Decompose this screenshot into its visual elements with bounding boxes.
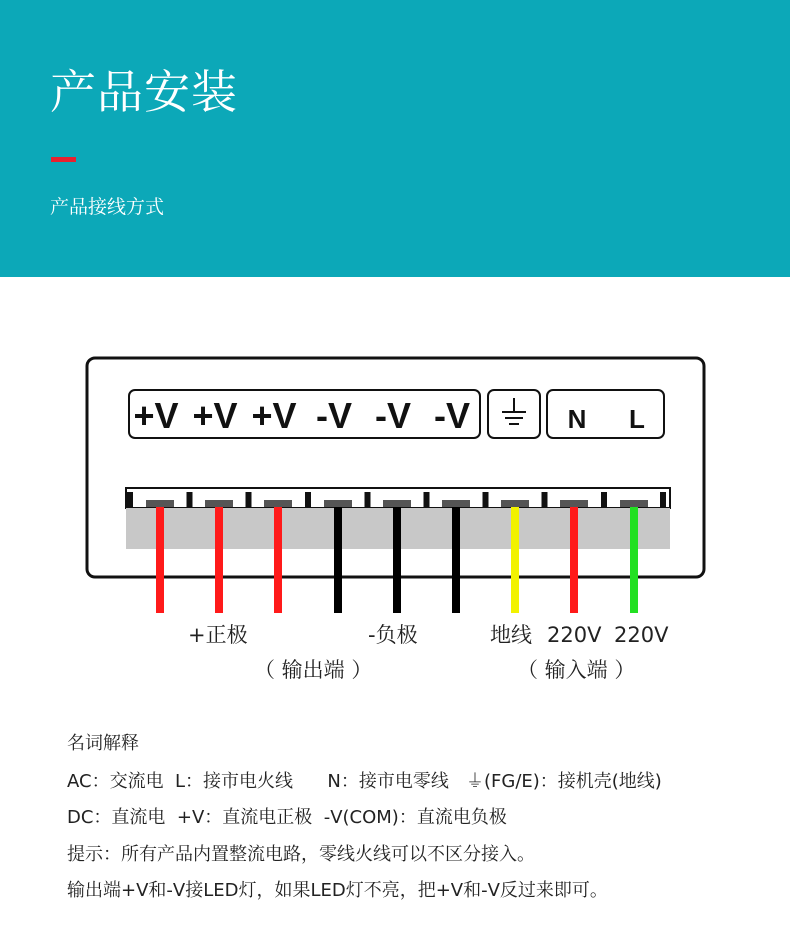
terminal-divider [187, 492, 193, 507]
legend-ground: 地线 [490, 623, 532, 647]
wire-1 [156, 507, 164, 613]
terminal-label: L [629, 404, 645, 434]
wire-9 [630, 507, 638, 613]
legend-live-voltage: 220V [614, 623, 669, 647]
terminal-label: N [567, 404, 587, 434]
wire-6 [452, 507, 460, 613]
terminal-screw [560, 500, 588, 507]
wire-7 [511, 507, 519, 613]
terminal-divider [246, 492, 252, 507]
terminal-screw [620, 500, 648, 507]
wire-2 [215, 507, 223, 613]
page-title: 产品安装 [50, 65, 238, 119]
terminal-screw [264, 500, 292, 507]
legend-input: （ 输入端 ） [517, 658, 636, 682]
terminal-label: -V [434, 395, 470, 436]
terminal-divider [305, 492, 311, 507]
glossary-line: 提示：所有产品内置整流电路，零线火线可以不区分接入。 [67, 844, 535, 865]
terminal-label: -V [375, 395, 411, 436]
terminal-screw [146, 500, 174, 507]
legend-negative: -负极 [368, 623, 418, 647]
output-label-box [129, 390, 480, 438]
terminal-divider [424, 492, 430, 507]
terminal-label: +V [133, 395, 179, 436]
terminal-screw [324, 500, 352, 507]
wire-8 [570, 507, 578, 613]
terminal-divider [660, 492, 666, 507]
terminal-screw [501, 500, 529, 507]
terminal-label: -V [316, 395, 352, 436]
terminal-screw [205, 500, 233, 507]
terminal-divider [542, 492, 548, 507]
glossary-line: AC：交流电 L：接市电火线 N：接市电零线 ⏚(FG/E)：接机壳(地线) [67, 771, 662, 792]
wire-3 [274, 507, 282, 613]
legend-neutral-voltage: 220V [547, 623, 602, 647]
legend-output: （ 输出端 ） [254, 658, 373, 682]
terminal-label: +V [251, 395, 297, 436]
glossary-line: DC：直流电 +V：直流电正极 -V(COM)：直流电负极 [67, 807, 507, 828]
terminal-divider [601, 492, 607, 507]
terminal-screw [442, 500, 470, 507]
terminal-screw [383, 500, 411, 507]
wire-4 [334, 507, 342, 613]
terminal-divider [483, 492, 489, 507]
terminal-divider [127, 492, 133, 507]
page-subtitle: 产品接线方式 [50, 196, 165, 218]
legend-positive: +正极 [188, 623, 248, 647]
glossary-title: 名词解释 [67, 733, 139, 754]
terminal-label: +V [192, 395, 238, 436]
ground-label-box [488, 390, 540, 438]
wire-5 [393, 507, 401, 613]
terminal-divider [365, 492, 371, 507]
glossary-line: 输出端+V和-V接LED灯，如果LED灯不亮，把+V和-V反过来即可。 [67, 880, 608, 901]
input-label-box [547, 390, 664, 438]
